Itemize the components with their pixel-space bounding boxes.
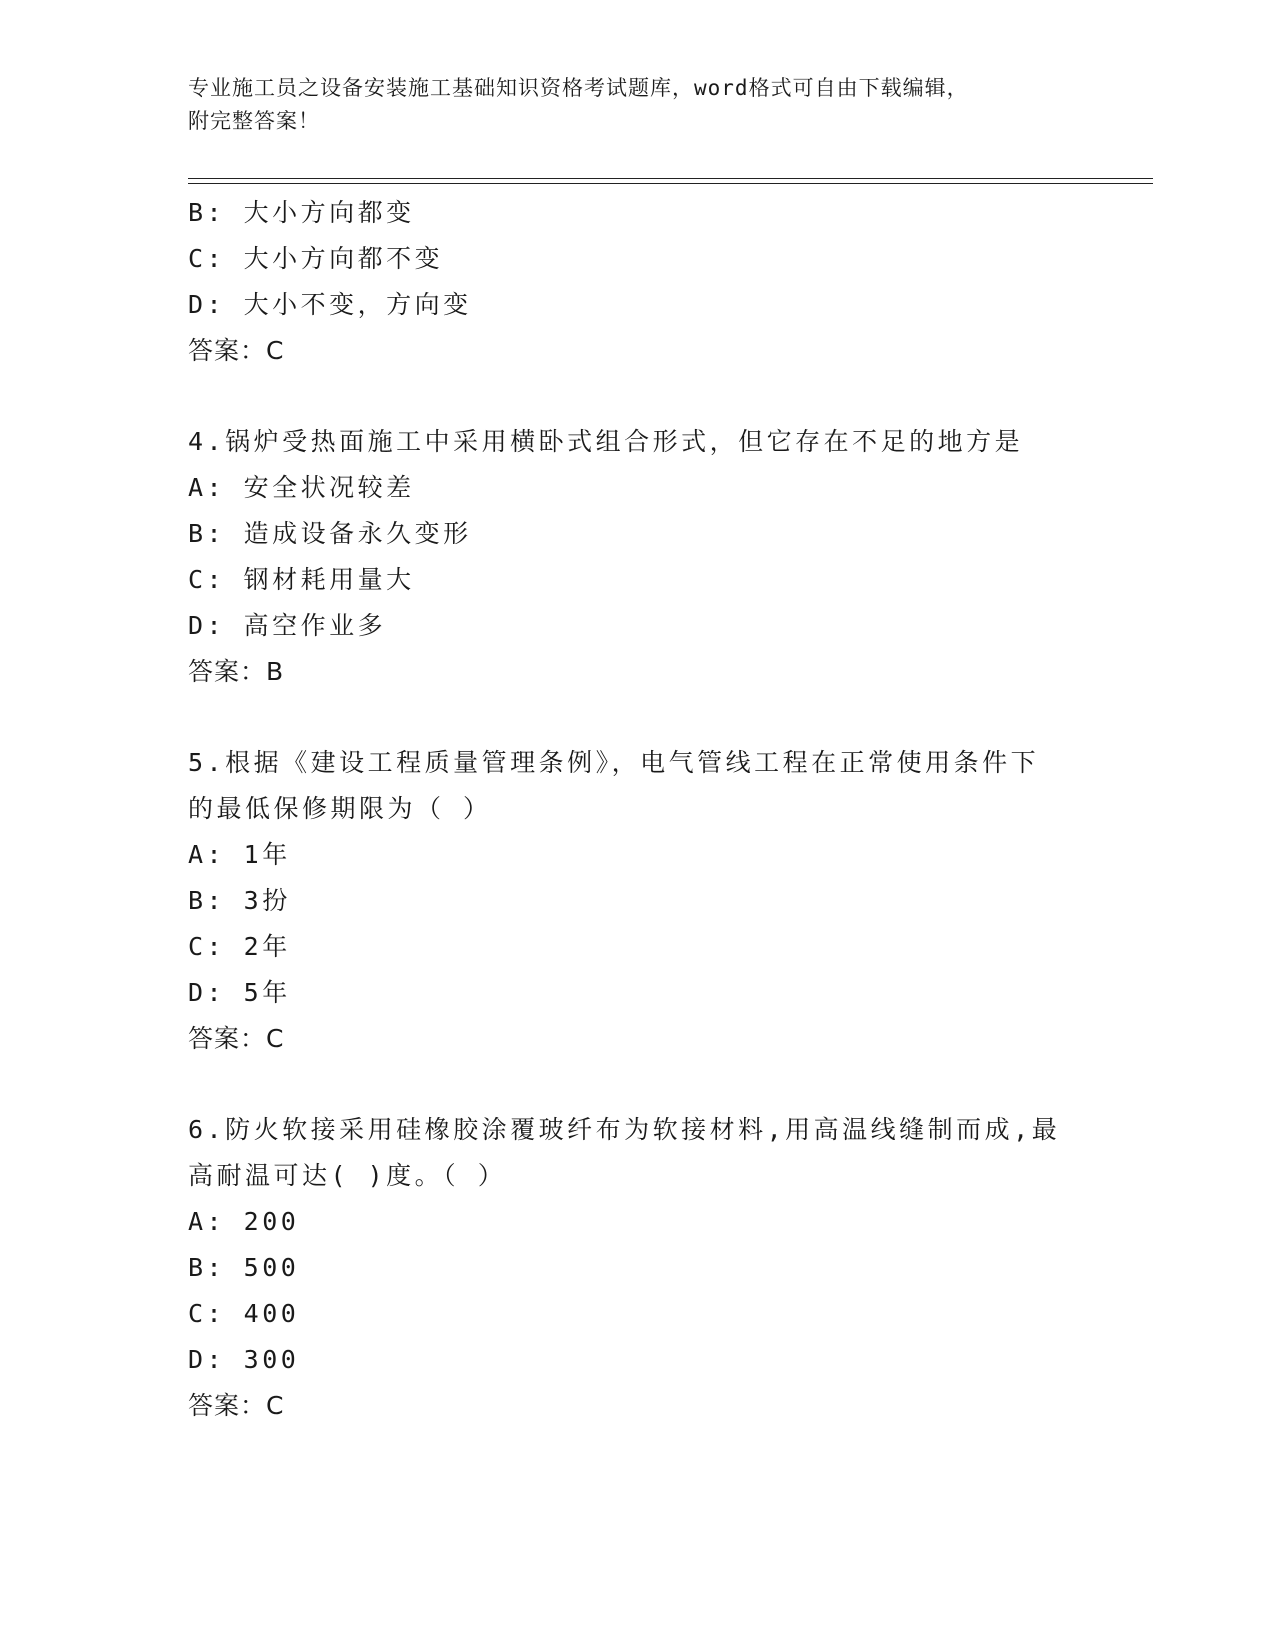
answer: 答案：C <box>188 1024 285 1053</box>
option-c: C: 钢材耗用量大 <box>188 565 415 594</box>
question-6 <box>188 1107 1088 1429</box>
question-text-line-1: 6.防火软接采用硅橡胶涂覆玻纤布为软接材料,用高温线缝制而成,最 <box>188 1115 1061 1144</box>
option-d: D: 大小不变，方向变 <box>188 290 472 319</box>
option-a: A: 1年 <box>188 840 291 869</box>
option-b: B: 大小方向都变 <box>188 198 415 227</box>
spacer <box>188 695 1088 740</box>
option-c: C: 2年 <box>188 932 291 961</box>
option-c: C: 大小方向都不变 <box>188 244 444 273</box>
document-header <box>188 72 1068 138</box>
header-line-2: 附完整答案！ <box>188 109 320 133</box>
option-b: B: 造成设备永久变形 <box>188 519 472 548</box>
option-d: D: 高空作业多 <box>188 611 387 640</box>
header-line-1: 专业施工员之设备安装施工基础知识资格考试题库，word格式可自由下载编辑， <box>188 76 969 100</box>
question-text-line-2: 的最低保修期限为（ ） <box>188 794 492 823</box>
option-d: D: 300 <box>188 1345 300 1374</box>
answer: 答案：B <box>188 657 285 686</box>
question-3-fragment <box>188 190 1088 374</box>
spacer <box>188 374 1088 419</box>
header-divider <box>188 178 1153 184</box>
answer: 答案：C <box>188 336 285 365</box>
option-a: A: 安全状况较差 <box>188 473 415 502</box>
option-a: A: 200 <box>188 1207 300 1236</box>
spacer <box>188 1062 1088 1107</box>
option-d: D: 5年 <box>188 978 291 1007</box>
question-text-line-1: 5.根据《建设工程质量管理条例》，电气管线工程在正常使用条件下 <box>188 748 1040 777</box>
answer: 答案：C <box>188 1391 285 1420</box>
question-list <box>188 190 1088 1429</box>
question-4 <box>188 419 1088 695</box>
option-b: B: 3扮 <box>188 886 291 915</box>
option-c: C: 400 <box>188 1299 300 1328</box>
option-b: B: 500 <box>188 1253 300 1282</box>
question-5 <box>188 740 1088 1062</box>
question-text: 4.锅炉受热面施工中采用横卧式组合形式，但它存在不足的地方是 <box>188 427 1024 456</box>
question-text-line-2: 高耐温可达( )度。（ ） <box>188 1161 507 1190</box>
